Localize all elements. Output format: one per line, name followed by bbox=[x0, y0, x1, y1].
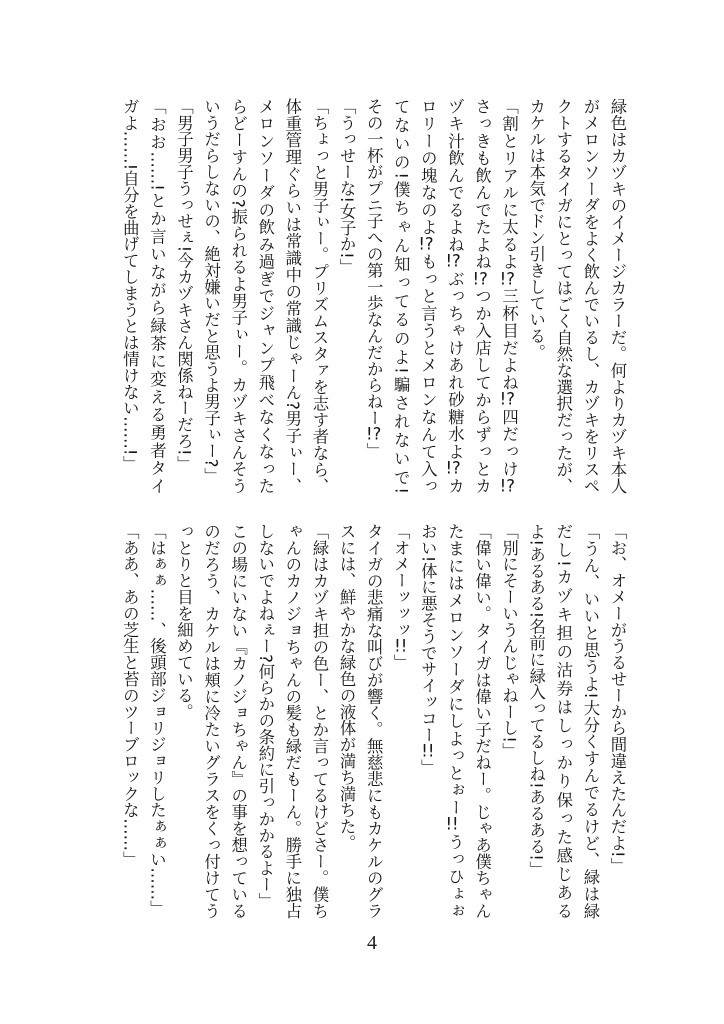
text-column: 「ちょっと男子ぃー。プリズムスタァを志す者なら、 bbox=[309, 98, 329, 494]
text-column: その一杯がプニ子への第一歩なんだからねー!?」 bbox=[364, 98, 384, 459]
text-column: ガよ……!自分を曲げてしまうとは情けない……!」 bbox=[120, 98, 140, 472]
text-column: 「オメーッッッ!!」 bbox=[391, 523, 411, 671]
text-block-lower bbox=[116, 523, 631, 919]
tate-chu-yoko-mark: !! bbox=[394, 637, 408, 655]
tate-chu-yoko-mark: !? bbox=[472, 270, 488, 287]
tate-chu-yoko-mark: !? bbox=[499, 270, 515, 287]
page-number: 4 bbox=[367, 932, 377, 954]
text-column: メロンソーダの飲み過ぎでジャンプ飛べなくなった bbox=[255, 98, 275, 494]
text-column: だし!カヅキ担の沽券はしっかり保った感じある bbox=[553, 523, 573, 919]
text-column: たまにはメロンソーダにしよっとぉー!!うっひょぉ bbox=[445, 523, 465, 919]
text-column: この場にいない『カノジョちゃん』の事を想っている bbox=[228, 523, 248, 919]
text-column: スには、鮮やかな緑色の液体が満ち満ちた。 bbox=[337, 523, 357, 851]
tate-chu-yoko-mark: !? bbox=[366, 426, 382, 443]
text-column: っとりと目を細めている。 bbox=[174, 523, 194, 720]
text-column: のだろう、カケルは頬に冷たいグラスをくっ付けてう bbox=[201, 523, 221, 919]
text-column: 「男子男子うっせぇ!今カヅキさん関係ねーだろ!」 bbox=[174, 98, 194, 472]
tate-chu-yoko-mark: !? bbox=[499, 391, 515, 408]
text-column: さっきも飲んでたよね!?つか入店してからずっとカ bbox=[472, 98, 492, 494]
tate-chu-yoko-mark: !? bbox=[418, 236, 434, 253]
text-column: 「ああ、あの芝生と苔のツーブロックな……」 bbox=[120, 523, 140, 868]
text-column: しないでよねぇー?何らかの条約に引っかかるよー」 bbox=[255, 523, 275, 909]
text-column: ヅキ汁飲んでるよね!?ぶっちゃけあれ砂糖水よ!?カ bbox=[445, 98, 465, 494]
tate-chu-yoko-mark: !! bbox=[421, 742, 435, 760]
text-column: がメロンソーダをよく飲んでいるし、カヅキをリスペ bbox=[580, 98, 600, 494]
text-column: おい!体に悪そうでサイッコー!!」 bbox=[418, 523, 438, 776]
tate-chu-yoko-mark: !? bbox=[445, 253, 461, 270]
text-column: 「うん、いいと思うよ!大分くすんでるけど、緑は緑 bbox=[580, 523, 600, 919]
text-column: 「うっせーな!女子か!」 bbox=[337, 98, 357, 276]
text-column: クトするタイガにとってはごく自然な選択だったが、 bbox=[553, 98, 573, 494]
text-column: 体重管理ぐらいは常識中の常識じゃーん?男子ぃー、 bbox=[282, 98, 302, 494]
text-block-upper bbox=[116, 98, 631, 494]
text-column: 「お、オメーがうるせーから間違えたんだよ!」 bbox=[608, 523, 627, 874]
text-column: タイガの悲痛な叫びが響く。無慈悲にもカケルのグラ bbox=[364, 523, 384, 919]
text-column: 緑色はカヅキのイメージカラーだ。何よりカヅキ本人 bbox=[608, 98, 627, 494]
text-column: 「別にそーいうんじゃねーし!」 bbox=[499, 523, 519, 760]
text-column: 「偉い偉い。タイガは偉い子だねー。じゃあ僕ちゃん bbox=[472, 523, 492, 919]
text-column: てないの!僕ちゃん知ってるのよ!騙されないで! bbox=[391, 98, 411, 494]
tate-chu-yoko-mark: !! bbox=[445, 816, 459, 833]
text-column: 「おお……!とか言いながら緑茶に変える勇者タイ bbox=[147, 98, 167, 494]
text-column: 「はぁぁ……、後頭部ジョリジョリしたぁぁい……」 bbox=[147, 523, 167, 917]
text-column: カケルは本気でドン引きしている。 bbox=[526, 98, 546, 361]
tate-chu-yoko-mark: !? bbox=[445, 460, 461, 477]
text-column: 「緑はカヅキ担の色ー、とか言ってるけどさー。僕ち bbox=[309, 523, 329, 919]
text-column: ゃんのカノジョちゃんの髪も緑だもーん。勝手に独占 bbox=[282, 523, 302, 919]
text-column: よ!あるある!名前に緑入ってるしね!あるある!」 bbox=[526, 523, 546, 878]
text-column: らどーすんの?振られるよ男子ぃー。カヅキさんそう bbox=[228, 98, 248, 494]
text-column: 「割とリアルに太るよ!?三杯目だよね!?四だっけ!? bbox=[499, 98, 519, 494]
text-column: ロリーの塊なのよ!?もっと言うとメロンなんて入っ bbox=[418, 98, 438, 494]
tate-chu-yoko-mark: !? bbox=[499, 477, 515, 494]
text-column: いうだらしないの、絶対嫌いだと思うよ男子ぃー?」 bbox=[201, 98, 221, 484]
